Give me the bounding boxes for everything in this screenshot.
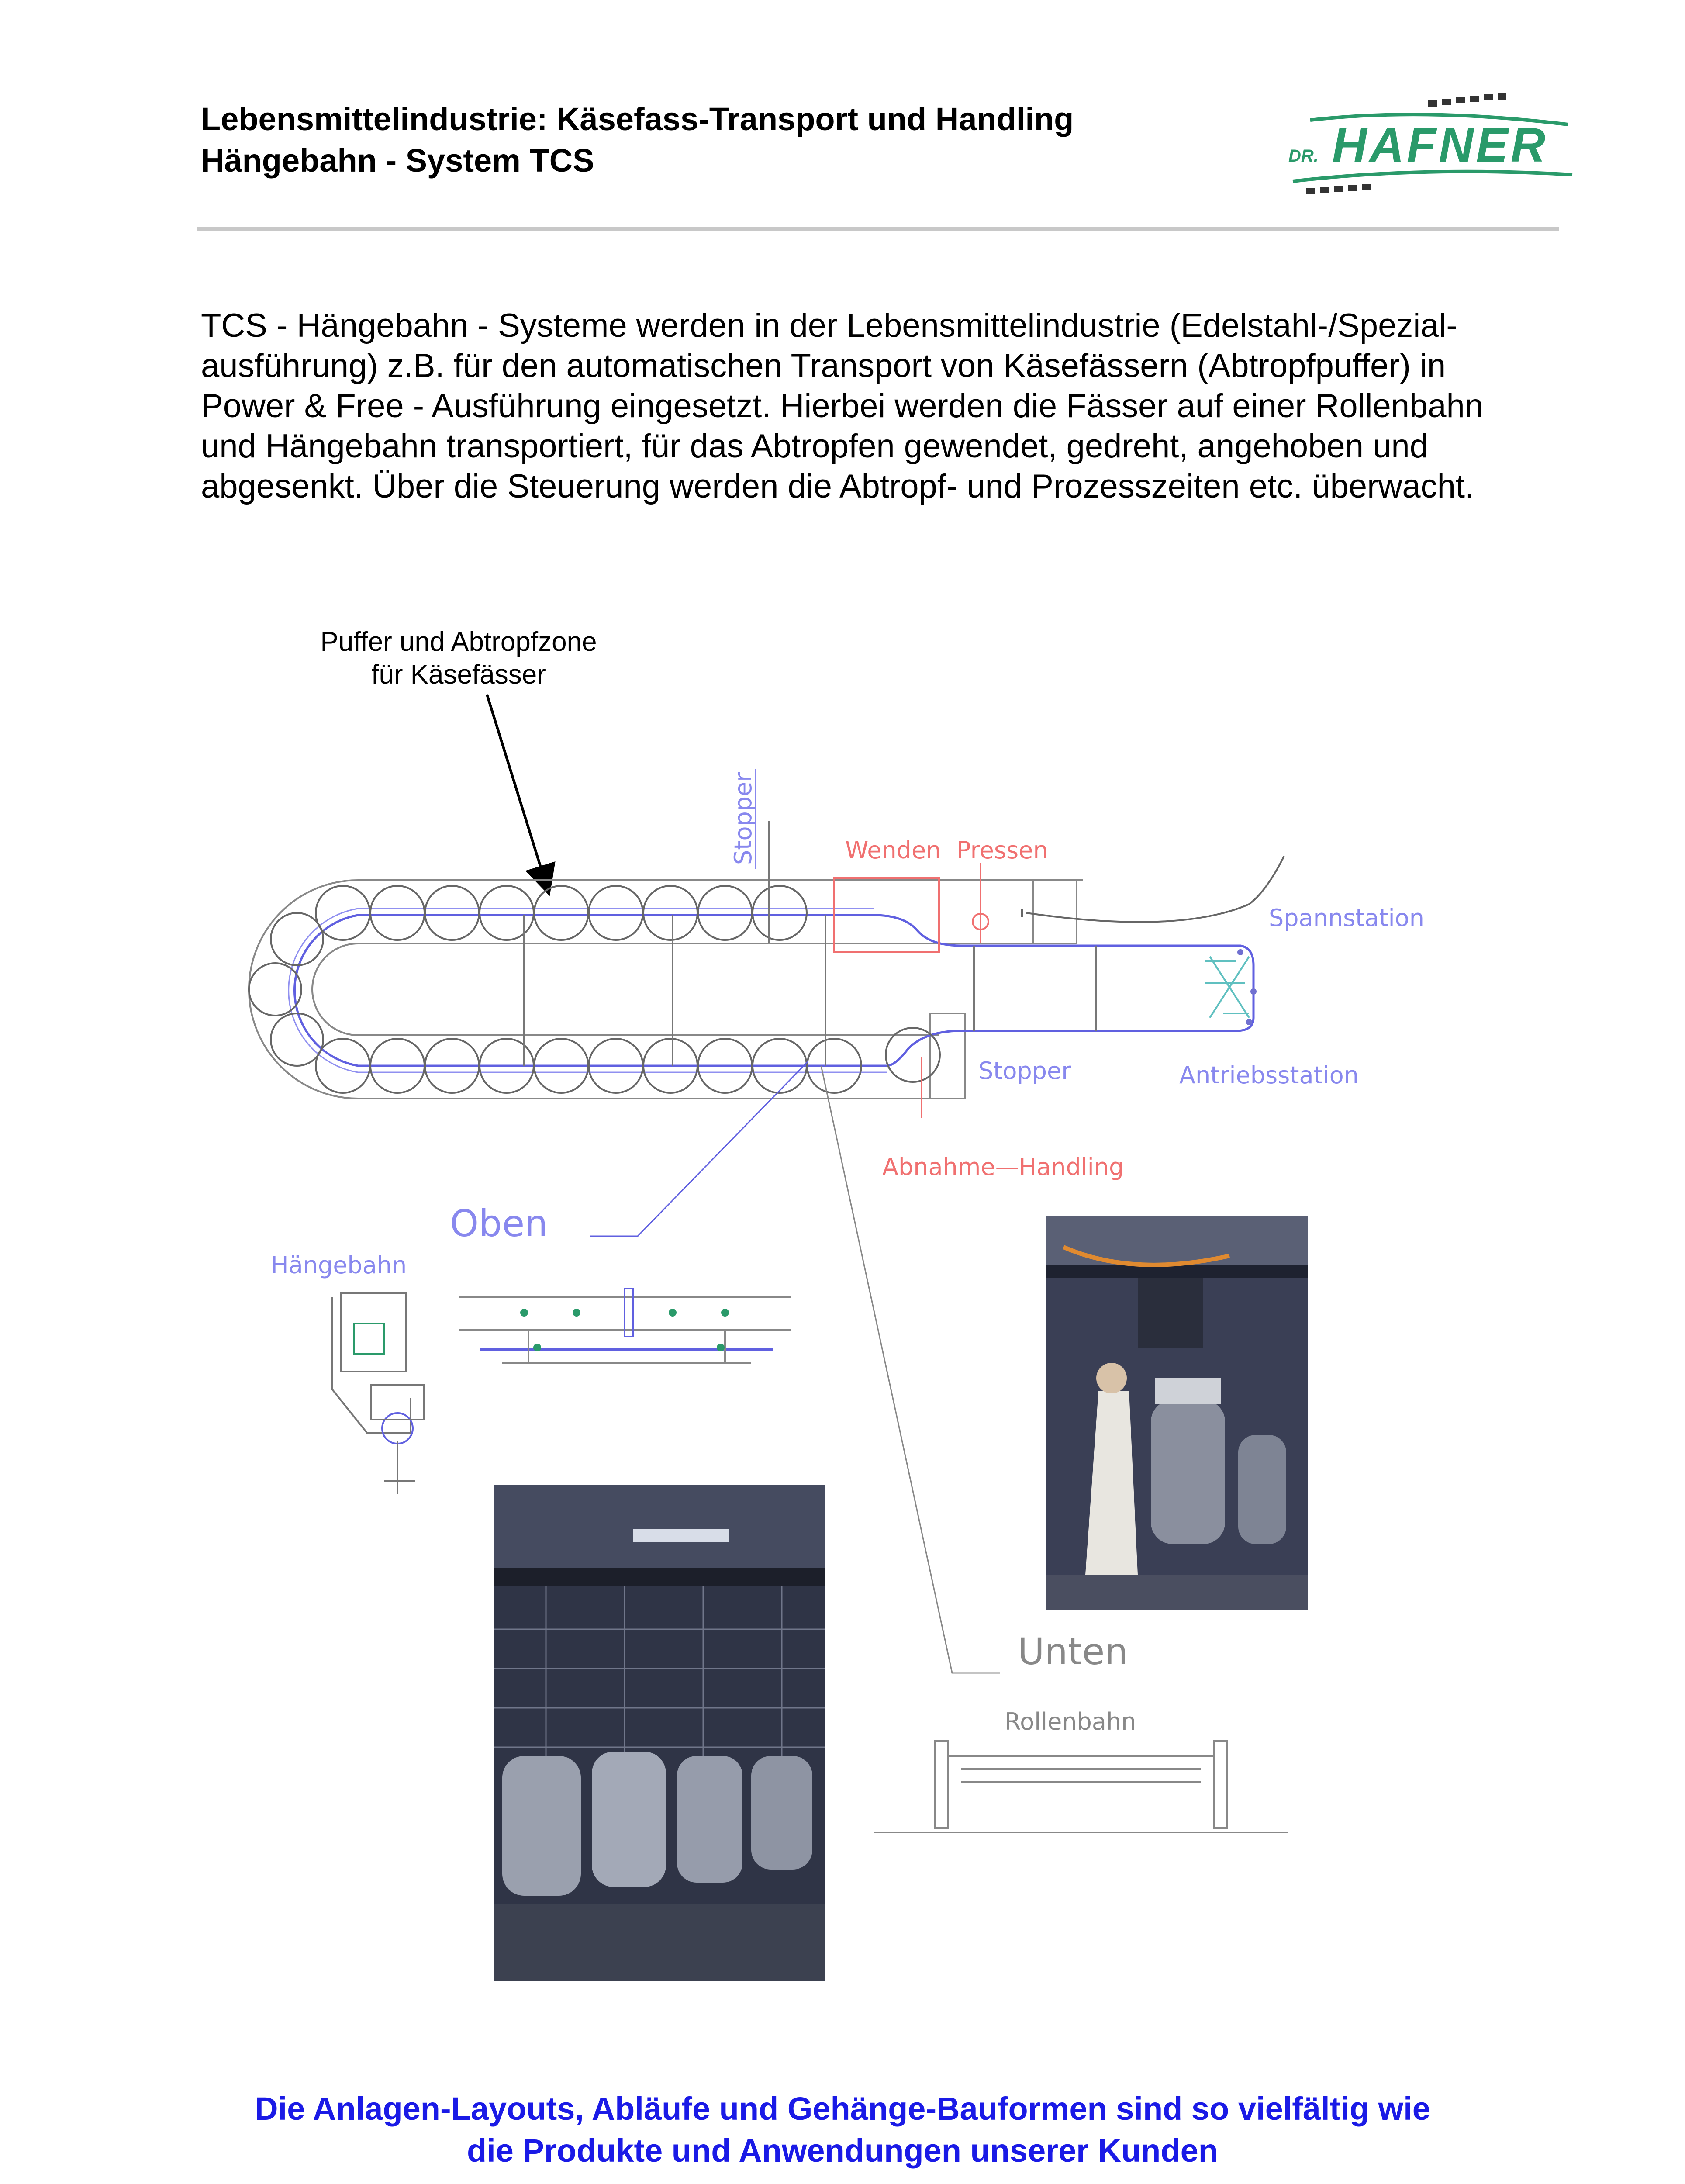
logo-name: HAFNER — [1332, 118, 1548, 172]
haengebahn-cross-section — [332, 1293, 424, 1494]
slogan-line2: die Produkte und Anwendungen unserer Kunden — [467, 2132, 1218, 2169]
oben-side-view — [459, 1289, 791, 1363]
rollenbahn-label: Rollenbahn — [1005, 1708, 1136, 1735]
tension-curve — [1026, 856, 1284, 922]
buffer-zone-label-line2: für Käsefässer — [371, 660, 546, 690]
photo-operator-handling — [1046, 1216, 1308, 1610]
stopper-bottom-label: Stopper — [978, 1057, 1071, 1085]
page-title-line1: Lebensmittelindustrie: Käsefass-Transport und Handling — [201, 101, 1074, 137]
page-title-line2: Hängebahn - System TCS — [201, 142, 594, 179]
intro-line: abgesenkt. Über die Steuerung werden die Abtropf- und Prozesszeiten etc. überwacht. — [201, 468, 1474, 505]
oben-leader — [590, 1061, 808, 1236]
photo-hanging-barrels — [494, 1485, 825, 1981]
callout-arrow — [487, 695, 548, 891]
intro-line: TCS - Hängebahn - Systeme werden in der Lebensmittelindustrie (Edelstahl-/Spezial- — [201, 307, 1457, 344]
oben-label: Oben — [450, 1202, 548, 1245]
haengebahn-label: Hängebahn — [271, 1251, 407, 1279]
abnahme-label: Abnahme—Handling — [882, 1153, 1124, 1181]
intro-line: Power & Free - Ausführung eingesetzt. Hierbei werden die Fässer auf einer Rollenbahn — [201, 387, 1484, 425]
spannstation-label: Spannstation — [1269, 904, 1424, 932]
slogan-line1: Die Anlagen-Layouts, Abläufe und Gehänge-Bauformen sind so vielfältig wie — [255, 2091, 1430, 2127]
cheese-barrels-top — [316, 886, 807, 940]
wenden-label: Wenden — [845, 836, 941, 864]
stopper-top-label: Stopper — [729, 772, 757, 865]
logo-prefix: DR. — [1288, 146, 1319, 166]
cheese-barrels-bottom — [316, 1028, 940, 1093]
unten-label: Unten — [1018, 1630, 1128, 1673]
roller-conveyor — [874, 1741, 1288, 1832]
pressen-label: Pressen — [956, 836, 1048, 864]
slogan — [0, 2088, 1685, 2172]
intro-line: und Hängebahn transportiert, für das Abtropfen gewendet, gedreht, angehoben und — [201, 428, 1428, 465]
antriebsstation-label: Antriebsstation — [1179, 1061, 1359, 1089]
intro-line: ausführung) z.B. für den automatischen Transport von Käsefässern (Abtropfpuffer) in — [201, 347, 1446, 384]
buffer-zone-label-line1: Puffer und Abtropfzone — [320, 627, 597, 657]
drive-station — [1205, 957, 1249, 1018]
